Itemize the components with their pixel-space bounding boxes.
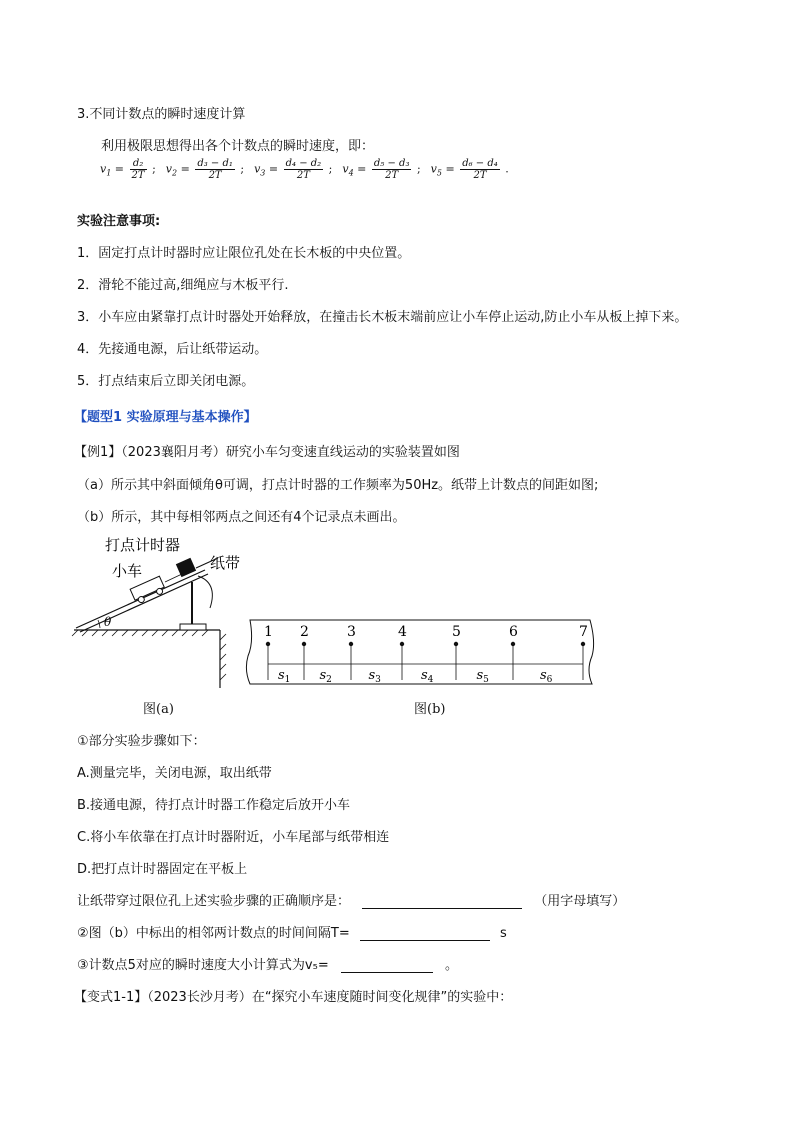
tape-label: 纸带 [210,554,241,572]
section3-intro: 利用极限思想得出各个计数点的瞬时速度，即： [101,139,375,154]
notes-title: 实验注意事项: [77,214,161,229]
formula-numerator: d₃ − d₁ [197,158,233,169]
formula-sub: 5 [436,168,442,178]
tape-point-label: 1 [264,624,273,640]
formula-lhs: v [254,162,261,176]
formula-lhs: v [430,162,437,176]
formula-denominator: 2T [208,170,222,181]
section3-heading: 3.不同计数点的瞬时速度计算 [77,107,246,122]
tape-point-label: 2 [300,624,309,640]
figure-b-tape [240,612,600,692]
answer-blank-2[interactable] [360,926,490,941]
question-3-suffix: 。 [445,958,459,973]
velocity-formula: $v_2$ = $\frac{\text{d₃ − d₁}}{2T}$ ; [165,158,245,181]
question-2-text: ②图（b）中标出的相邻两计数点的时间间隔T= [77,926,350,941]
tape-point-label: 7 [579,624,588,640]
question-2 [77,922,507,941]
tape-point-label: 5 [452,624,461,640]
velocity-formulas [100,158,519,198]
note-item: 2．滑轮不能过高,细绳应与木板平行. [77,278,289,293]
segment-label: $s_1$ [278,668,291,685]
velocity-formula: $v_3$ = $\frac{\text{d₄ − d₂}}{2T}$ ; [254,158,333,181]
formula-sub: 3 [260,168,266,178]
question-1 [77,890,625,909]
formula-numerator: d₄ − d₂ [285,158,322,169]
figure-a-caption: 图(a) [143,702,174,717]
formula-denominator: 2T [296,170,310,181]
theta-label: θ [104,615,112,629]
note-item: 5．打点结束后立即关闭电源。 [77,374,255,389]
velocity-formula: $v_1$ = $\frac{\text{d₂}}{2T}$ ; [100,158,156,181]
formula-denominator: 2T [131,170,145,181]
formula-sub: 1 [106,168,112,178]
car-label: 小车 [112,562,143,580]
note-item: 3．小车应由紧靠打点计时器处开始释放，在撞击长木板末端前应让小车停止运动,防止小车从板上掉下来。 [77,310,688,325]
segment-label: $s_5$ [476,668,489,685]
formula-lhs: v [100,162,107,176]
figure-a-apparatus [70,530,250,692]
note-item: 4．先接通电源，后让纸带运动。 [77,342,268,357]
variant-heading: 【变式1-1】（2023长沙月考）在“探究小车速度随时间变化规律”的实验中： [74,990,513,1005]
step-c: C.将小车依靠在打点计时器附近，小车尾部与纸带相连 [77,830,390,845]
step-d: D.把打点计时器固定在平板上 [77,862,248,877]
formula-lhs: v [165,162,172,176]
velocity-formula: $v_5$ = $\frac{\text{d₆ − d₄}}{2T}$ . [430,158,509,181]
formula-denominator: 2T [473,170,487,181]
example1-line2: （a）所示其中斜面倾角θ可调，打点计时器的工作频率为50Hz。纸带上计数点的间距如图; [77,478,599,493]
tape-point-label: 4 [398,624,407,640]
formula-numerator: d₅ − d₃ [373,158,410,169]
question-3 [77,954,458,973]
step-b: B.接通电源，待打点计时器工作稳定后放开小车 [77,798,351,813]
answer-blank-3[interactable] [341,958,433,973]
type1-heading: 【题型1 实验原理与基本操作】 [74,410,257,425]
example1-line1: 【例1】（2023襄阳月考）研究小车匀变速直线运动的实验装置如图 [74,445,460,460]
note-item: 1．固定打点计时器时应让限位孔处在长木板的中央位置。 [77,246,411,261]
step-a: A.测量完毕，关闭电源，取出纸带 [77,766,272,781]
example1-line3: （b）所示，其中每相邻两点之间还有4个记录点未画出。 [77,510,406,525]
answer-blank-1[interactable] [362,894,522,909]
formula-numerator: d₂ [130,158,147,170]
velocity-formula: $v_4$ = $\frac{\text{d₅ − d₃}}{2T}$ ; [342,158,421,181]
question-1-suffix: （用字母填写） [534,894,626,909]
segment-label: $s_4$ [421,668,434,685]
formula-sub: 2 [172,168,178,178]
segment-label: $s_2$ [319,668,332,685]
formula-numerator: d₆ − d₄ [462,158,498,169]
question-1-text: 让纸带穿过限位孔上述实验步骤的正确顺序是： [77,894,351,909]
figure-b-caption: 图(b) [414,702,446,717]
formula-sub: 4 [348,168,354,178]
segment-label: $s_3$ [368,668,381,685]
formula-lhs: v [342,162,349,176]
question-2-suffix: s [500,926,507,941]
steps-title: ①部分实验步骤如下： [77,734,206,749]
tape-point-label: 6 [509,624,518,640]
question-3-text: ③计数点5对应的瞬时速度大小计算式为v₅= [77,958,329,973]
formula-denominator: 2T [385,170,399,181]
segment-label: $s_6$ [540,668,553,685]
tape-point-label: 3 [347,624,356,640]
timer-label: 打点计时器 [105,536,181,554]
